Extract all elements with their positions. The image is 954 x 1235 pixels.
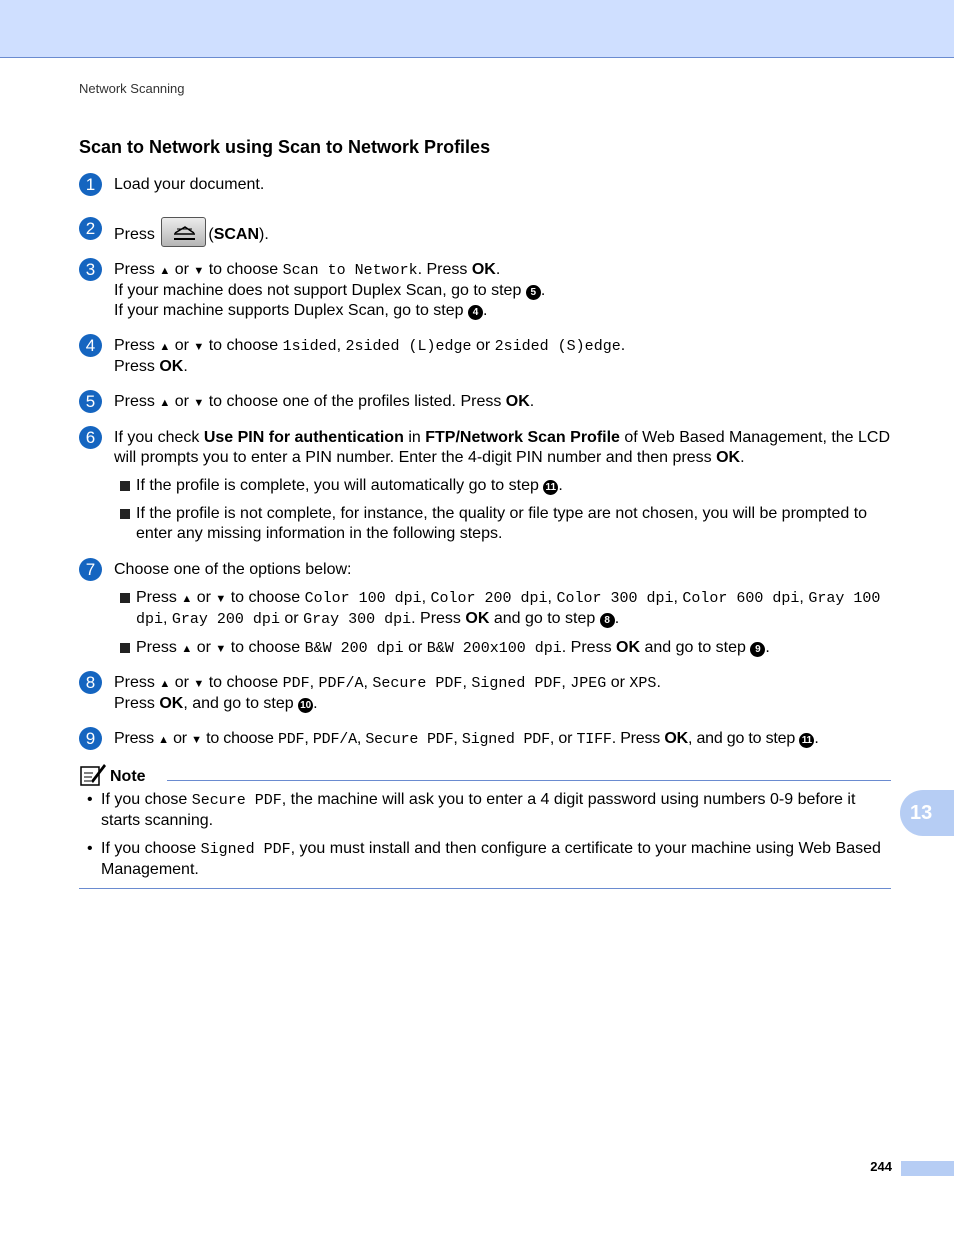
down-arrow-icon: ▼ — [193, 341, 205, 353]
step-1 — [79, 173, 891, 195]
step-text: Load your document. — [114, 176, 265, 193]
note-header — [79, 761, 891, 785]
step-number-badge: 1 — [79, 173, 102, 196]
up-arrow-icon: ▲ — [159, 265, 171, 277]
step-9: 9 Press ▲ or ▼ to choose PDF, PDF/A, Secure PDF, Signed PDF, or TIFF. Press OK, and go to step 11 . — [79, 727, 891, 750]
top-header-band — [0, 0, 954, 58]
chapter-tab: 13 — [900, 790, 954, 836]
step-ref-icon: 10 — [300, 700, 312, 711]
option-code: Scan to Network — [282, 262, 418, 279]
pencil-note-icon — [79, 761, 107, 787]
scan-key-icon — [161, 217, 206, 247]
page-number: 244 — [870, 1159, 892, 1174]
step-7: 7 Choose one of the options below: Press ▲ or ▼ to choose Color 100 dpi, Color 200 dpi, Color 300 dpi, Color 600 dpi, Gray 100 dpi, Gray 200 dpi or Gray 300 dpi. Press OK and go to step 8 . Press ▲ or ▼ to choose B&W 200 dpi or B&W 200x100 dpi. Press OK and go to step 9 . — [79, 558, 891, 667]
scan-label: SCAN — [213, 226, 260, 244]
step-number-badge: 7 — [79, 558, 102, 581]
bullet-square-icon — [120, 481, 130, 491]
press-text: Press — [114, 226, 155, 244]
list-item: • If you chose Secure PDF, the machine will ask you to enter a 4 digit password using numbers 0-9 before it starts scanning. — [87, 791, 856, 829]
step-number-badge: 8 — [79, 671, 102, 694]
list-item: If the profile is not complete, for instance, the quality or file type are not chosen, you will be prompted to enter any missing information in the following steps. — [120, 504, 891, 544]
down-arrow-icon: ▼ — [193, 678, 205, 690]
note-body — [79, 790, 891, 888]
up-arrow-icon: ▲ — [181, 643, 193, 655]
step-ref-icon: 4 — [468, 305, 483, 320]
step-number-badge: 6 — [79, 426, 102, 449]
up-arrow-icon: ▲ — [159, 341, 171, 353]
step-number-badge: 3 — [79, 258, 102, 281]
step-ref-icon: 9 — [750, 642, 765, 657]
step-8: 8 Press ▲ or ▼ to choose PDF, PDF/A, Secure PDF, Signed PDF, JPEG or XPS. Press OK, and go to step 10 . — [79, 671, 891, 714]
section-title: Scan to Network using Scan to Network Profiles — [79, 137, 491, 157]
step-ref-icon: 8 — [600, 613, 615, 628]
step-number-badge: 2 — [79, 217, 102, 240]
list-item: • If you choose Signed PDF, you must install and then configure a certificate to your machine using Web Based Management. — [87, 840, 881, 878]
bullet-square-icon — [120, 509, 130, 519]
note-divider — [167, 780, 891, 781]
up-arrow-icon: ▲ — [158, 734, 169, 746]
step-6: 6 If you check Use PIN for authentication in FTP/Network Scan Profile of Web Based Management, the LCD will prompts you to enter a PIN number. Enter the 4-digit PIN number and then press OK. If the profile is complete, you will automatically go to step 11 . If the profile is not complete, for instance, the quality or file type are not chosen, you will be prompted to enter any missing information in the following steps. — [79, 426, 891, 552]
bullet-square-icon — [120, 593, 130, 603]
down-arrow-icon: ▼ — [193, 265, 205, 277]
up-arrow-icon: ▲ — [181, 593, 193, 605]
bullet-square-icon — [120, 643, 130, 653]
step-2: 2 Press (SCAN). — [79, 217, 891, 250]
note-bottom-divider — [79, 888, 891, 889]
note-label: Note — [110, 768, 146, 785]
step-number-badge: 9 — [79, 727, 102, 750]
page-footer-bar — [901, 1161, 954, 1176]
down-arrow-icon: ▼ — [215, 593, 227, 605]
step-3: 3 Press ▲ or ▼ to choose Scan to Network. Press OK. If your machine does not support Duplex Scan, go to step 5 . If your machine supports Duplex Scan, go to step 4 . — [79, 258, 891, 321]
running-header: Network Scanning — [79, 81, 185, 96]
list-item: If the profile is complete, you will automatically go to step 11 . — [120, 476, 891, 496]
step-4: 4 Press ▲ or ▼ to choose 1sided, 2sided (L)edge or 2sided (S)edge. Press OK. — [79, 334, 891, 377]
step-5: 5 Press ▲ or ▼ to choose one of the profiles listed. Press OK. — [79, 390, 891, 413]
step-ref-icon: 5 — [526, 285, 541, 300]
down-arrow-icon: ▼ — [191, 734, 202, 746]
step-ref-icon: 11 — [543, 480, 558, 495]
list-item: Press ▲ or ▼ to choose Color 100 dpi, Color 200 dpi, Color 300 dpi, Color 600 dpi, Gray 100 dpi, Gray 200 dpi or Gray 300 dpi. Press OK and go to step 8 . — [120, 588, 891, 630]
bullet-list — [120, 588, 891, 659]
down-arrow-icon: ▼ — [193, 397, 205, 409]
step-number-badge: 4 — [79, 334, 102, 357]
step-number-badge: 5 — [79, 390, 102, 413]
up-arrow-icon: ▲ — [159, 397, 171, 409]
bullet-list — [120, 476, 891, 544]
up-arrow-icon: ▲ — [159, 678, 171, 690]
step-ref-icon: 11 — [799, 733, 814, 748]
down-arrow-icon: ▼ — [215, 643, 227, 655]
list-item: Press ▲ or ▼ to choose B&W 200 dpi or B&W 200x100 dpi. Press OK and go to step 9 . — [120, 638, 891, 659]
